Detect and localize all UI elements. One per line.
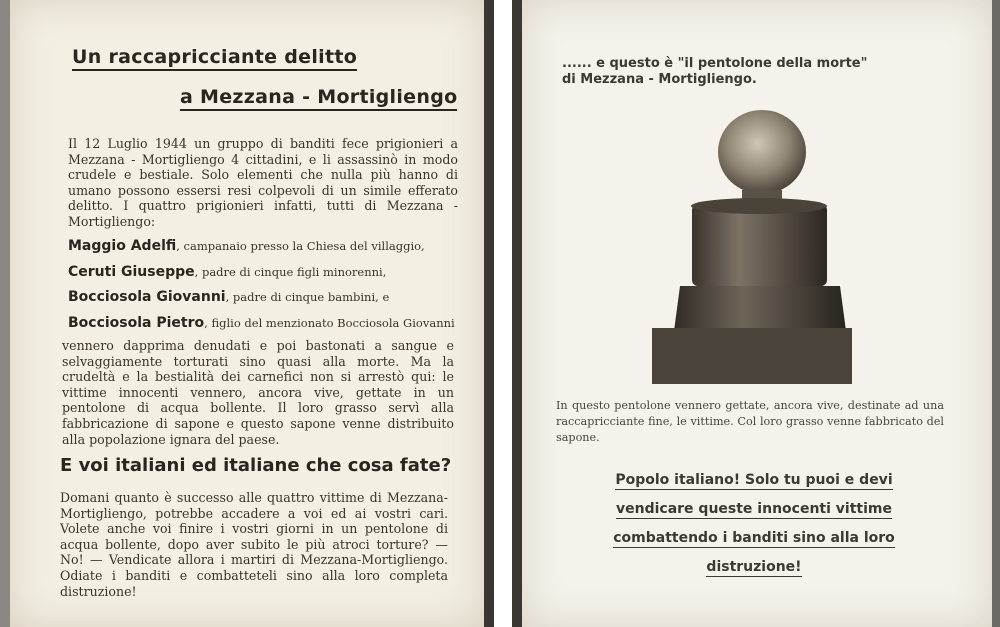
photo-heading-line-2: di Mezzana - Mortigliengo. <box>562 72 757 87</box>
victim-name: Maggio Adelfi <box>68 238 177 254</box>
victim-description: , padre di cinque bambini, e <box>225 290 390 304</box>
headline-line-1: Un raccapricciante delitto <box>72 46 357 71</box>
victim-entry <box>68 311 463 337</box>
appeal-heading: E voi italiani ed italiane che cosa fate? <box>60 455 452 476</box>
victim-description: , figlio del menzionato Bocciosola Giovanni <box>204 315 455 330</box>
scan-border-left <box>0 0 10 627</box>
victim-entry <box>68 234 463 260</box>
victim-entry <box>68 260 463 286</box>
closing-line <box>584 495 924 524</box>
scan-border-gutter-right <box>512 0 522 627</box>
closing-line-text: Popolo italiano! Solo tu puoi e devi <box>615 472 893 488</box>
photo-heading <box>562 56 962 88</box>
headline-line-2: a Mezzana - Mortigliengo <box>180 86 457 111</box>
scan-border-right <box>992 0 1000 627</box>
closing-line-text: combattendo i banditi sino alla loro <box>613 530 895 546</box>
photo-caption: In questo pentolone vennero gettate, ancora vive, destinate ad una raccapricciante fine, le vittime. Col loro grasso venne fabbricato del sapone. <box>556 399 944 444</box>
torture-paragraph: vennero dapprima denudati e poi bastonati a sangue e selvaggiamente torturati sino quasi alla morte. Ma la crudeltà e la bestialità dei carnefici non si arrestò qui: le vittime innocenti vennero, ancora vive, gettate in un pentolone di acqua bollente. Il loro grasso servì alla fabbricazione di sapone e questo sapone venne distribuito alla popolazione ignara del paese. <box>62 338 454 447</box>
closing-line <box>584 553 924 582</box>
closing-line <box>584 524 924 553</box>
victim-description: , padre di cinque figli minorenni, <box>194 264 387 279</box>
closing-appeal <box>584 466 924 582</box>
victim-name: Bocciosola Pietro <box>68 314 205 331</box>
cauldron-lid-icon <box>718 110 806 194</box>
cauldron-photo <box>652 106 852 384</box>
victim-name: Bocciosola Giovanni <box>68 289 226 305</box>
scan-border-gutter-left <box>484 0 494 627</box>
intro-paragraph: Il 12 Luglio 1944 un gruppo di banditi fece prigionieri a Mezzana - Mortigliengo 4 cittadini, e li assassinò in modo crudele e bestiale. Solo elementi che nulla più hanno di umano possono essersi resi colpevoli di un simile efferato delitto. I quattro prigionieri infatti, tutti di Mezzana - Mortigliengo: <box>68 136 458 229</box>
victim-name: Ceruti Giuseppe <box>68 263 195 280</box>
appeal-paragraph: Domani quanto è successo alle quattro vittime di Mezzana-Mortigliengo, potrebbe accadere a voi ed ai vostri cari. Volete anche voi finire i vostri giorni in un pentolone di acqua bollente, dopo aver subito le più atroci torture? — No! — Vendicate allora i martiri di Mezzana-Mortigliengo. Odiate i banditi e combatteteli sino alla loro completa distruzione! <box>60 490 448 599</box>
closing-line-text: vendicare queste innocenti vittime <box>616 501 892 517</box>
victims-list <box>68 234 463 336</box>
closing-line <box>584 466 924 495</box>
victim-description: , campanaio presso la Chiesa del villaggio, <box>176 239 425 253</box>
closing-line-text: distruzione! <box>706 559 802 575</box>
photo-heading-line-1: ...... e questo è "il pentolone della morte" <box>562 56 868 71</box>
victim-entry <box>68 285 463 311</box>
